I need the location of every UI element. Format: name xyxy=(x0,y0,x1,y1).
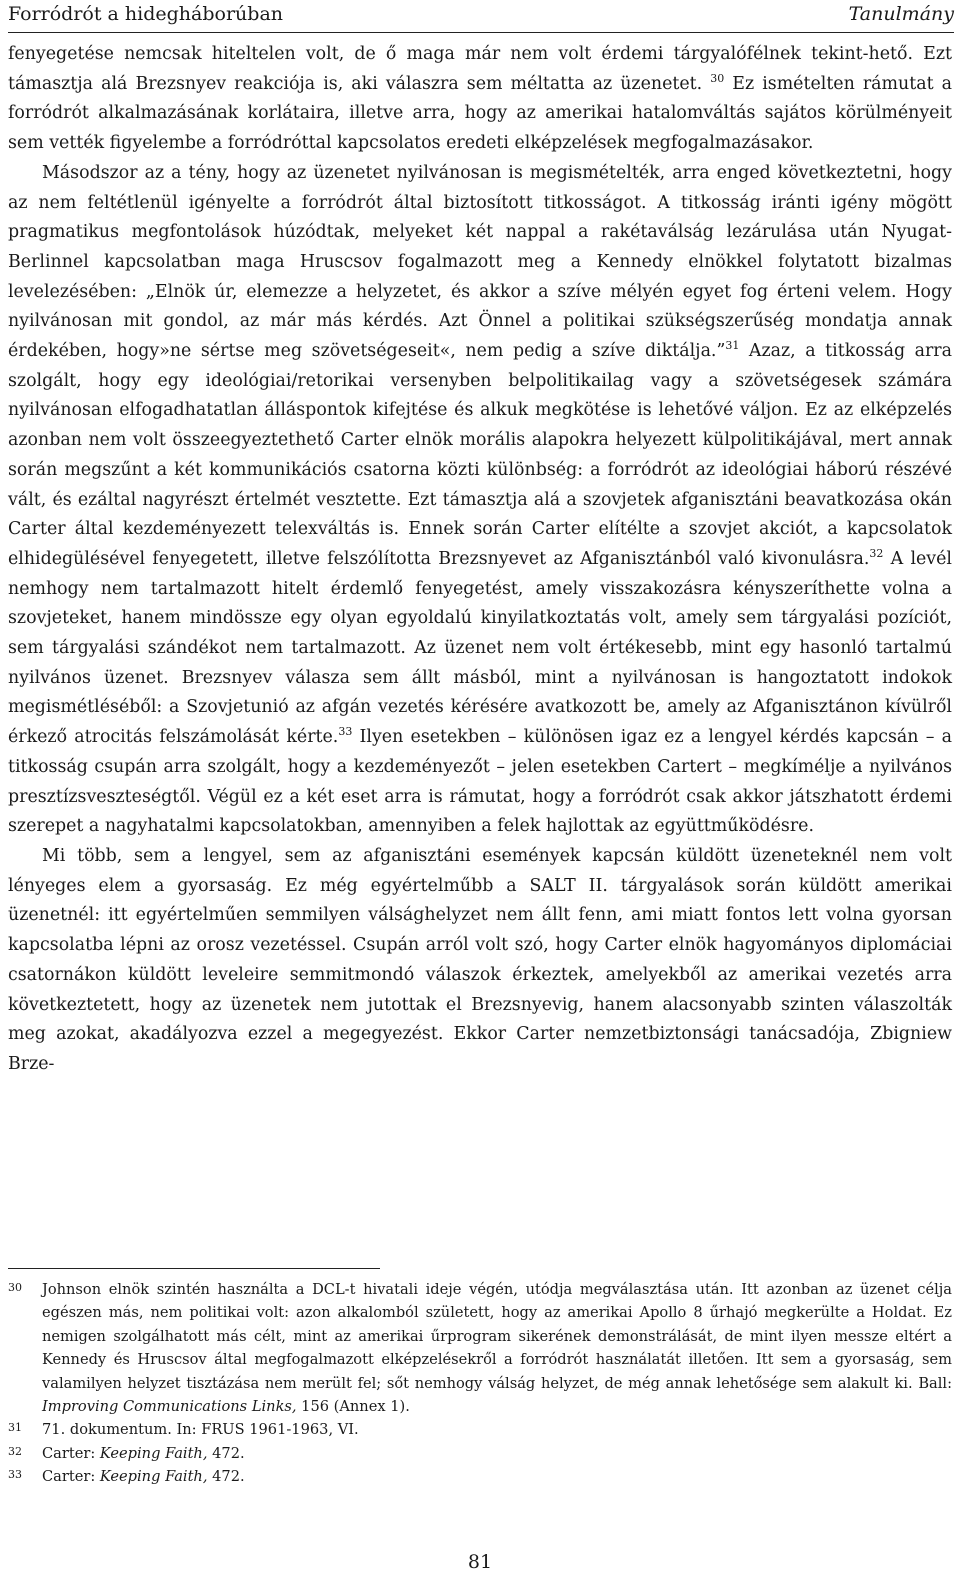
footnote xyxy=(8,1418,952,1441)
text-run: Másodszor az a tény, hogy az üzenetet nyilvánosan is megismételték, arra enged következtetni, hogy az nem feltétlenül igényelte a forródrót által biztosított titkosságot. A titkosság iránti igény mögött pragmatikus megfontolások húzódtak, melyeket két nappal a rakétaválság lezárulása után Nyugat-Berlinnel kapcsolatban maga Hruscsov fogalmazott meg a Kennedy elnökkel folytatott bizalmas levelezésében: „Elnök úr, elemezze a helyzetet, és akkor a szíve mélyén egyet fog érteni velem. Hogy nyilvánosan mit gondol, az már más kérdés. Azt Önnel a politikai szükségszerűség mondatja annak érdekében, hogy»ne sértse meg szövetségeseit«, nem pedig a szíve diktálja.” xyxy=(8,162,952,362)
text-run: fenyegetése nemcsak hiteltelen volt, de ő maga már nem volt érdemi tárgyalófélnek tekint-hető. Ezt támasztja alá Brezsnyev reakciója is, aki válaszra sem méltatta az üzenetet. xyxy=(8,44,952,94)
footnote-ref[interactable]: 30 xyxy=(710,71,725,85)
footnote-number: 31 xyxy=(8,1421,22,1435)
footnote-text: 71. dokumentum. In: FRUS 1961-1963, VI. xyxy=(42,1421,359,1439)
footnote xyxy=(8,1465,952,1488)
footnote-separator xyxy=(8,1268,380,1269)
running-title: Forródrót a hidegháborúban xyxy=(8,3,284,25)
footnote-number: 32 xyxy=(8,1444,22,1458)
text-run: Azaz, a titkosság arra szolgált, hogy egy ideológiai/retorikai versenyben belpolitikailag vagy a szövetségesek számára nyilvánosan elfogadhatatlan álláspontok kifejtése és alkuk megkötése is lehetővé váljon. Ez az elképzelés azonban nem volt összeegyeztethető Carter elnök morális alapokra helyezett külpolitikájával, mert annak során megszűnt a két kommunikációs csatorna közti különbség: a forródrót az ideológiai háború részévé vált, és ezáltal nagyrészt értelmét vesztette. Ezt támasztja alá a szovjetek afganisztáni beavatkozása okán Carter által kezdeményezett telexváltás is. Ennek során Carter elítélte a szovjet akciót, a kapcsolatok elhidegülésével fenyegetett, illetve felszólította Brezsnyevet az Afganisztánból való kivonulásra. xyxy=(8,341,952,569)
text-run: Ilyen esetekben – különösen igaz ez a lengyel kérdés kapcsán – a titkosság csupán arra szolgált, hogy a kezdeményezőt – jelen esetekben Cartert – megkímélje a nyilvános presztízsveszteségtől. Végül ez a két eset arra is rámutat, hogy a forródrót csak akkor játszhatott érdemi szerepet a nagyhatalmi kapcsolatokban, amennyiben a felek hajlottak az együttműködésre. xyxy=(8,727,952,837)
footnote-ref[interactable]: 33 xyxy=(338,725,353,739)
footnote-text: Carter: Keeping Faith, 472. xyxy=(42,1444,245,1462)
running-header xyxy=(8,0,954,33)
text-run: Ez ismételten rámutat a forródrót alkalmazásának korlátaira, illetve arra, hogy az amerikai hatalomváltás sajátos körülményeit sem vették figyelembe a forródróttal kapcsolatos eredeti elképzelések megfogalmazásakor. xyxy=(8,73,952,154)
footnote-number: 33 xyxy=(8,1468,22,1482)
footnote xyxy=(8,1442,952,1465)
footnote-text: Johnson elnök szintén használta a DCL-t hivatali ideje végén, utódja megválasztása után. Itt azonban az üzenet célja egészen más, nem politikai volt: azon alkalomból született, hogy az amerikai Apollo 8 űrhajó megkerülte a Holdat. Ez nemigen szolgálhatott más célt, mint az amerikai űrprogram sikerének demonstrálását, de mint ilyen messze eltért a Kennedy és Hruscsov által megfogalmazott elképzelésekről a forródrót használatát illetően. Itt sem a gyorsaság, sem valamilyen helyzet tisztázása nem merült fel; sőt nemhogy válság helyzet, de még annak lehetősége sem alakult ki. Ball: Improving Communications Links, 156 (Annex 1). xyxy=(42,1281,952,1416)
footnote-ref[interactable]: 32 xyxy=(869,546,884,560)
main-text xyxy=(8,40,952,1080)
footnote-number: 30 xyxy=(8,1281,22,1294)
paragraph: Mi több, sem a lengyel, sem az afganisztáni események kapcsán küldött üzeneteknél nem volt lényeges elem a gyorsaság. Ez még egyértelműbb a SALT II. tárgyalások során küldött amerikai üzenetnél: itt egyértelműen semmilyen válsághelyzet nem állt fenn, ami miatt fontos lett volna gyorsan kapcsolatba lépni az orosz vezetéssel. Csupán arról volt szó, hogy Carter elnök hagyományos diplomáciai csatornákon küldött leveleire semmitmondó válaszok érkeztek, amelyekből az amerikai vezetés arra következtetett, hogy az üzenetek nem jutottak el Brezsnyevig, hanem alacsonyabb szinten válaszolták meg azokat, akadályozva ezzel a megegyezést. Ekkor Carter nemzetbiztonsági tanácsadója, Zbigniew Brze- xyxy=(8,845,952,1074)
footnotes xyxy=(8,1278,952,1489)
footnote-ref[interactable]: 31 xyxy=(725,339,740,353)
text-run: A levél nemhogy nem tartalmazott hitelt érdemlő fenyegetést, amely visszakozásra kényszeríthette volna a szovjeteket, hanem mindössze egy olyan egyoldalú kinyilatkoztatás volt, amely sem tárgyalási pozíciót, sem tárgyalási szándékot nem tartalmazott. Az üzenet nem volt értékesebb, mint egy hasonló tartalmú nyilvános üzenet. Brezsnyev válasza sem állt másból, mint a nyilvánosan is hangoztatott indokok megismétléséből: a Szovjetunió az afgán vezetés kérésére avatkozott be, amely az Afganisztánon kívülről érkező atrocitás felszámolását kérte. xyxy=(8,548,952,748)
paragraph xyxy=(8,40,952,159)
section-label: Tanulmány xyxy=(848,3,954,25)
footnote-text: Carter: Keeping Faith, 472. xyxy=(42,1468,245,1486)
paragraph xyxy=(8,159,952,842)
page-number: 81 xyxy=(467,1551,493,1573)
footnote xyxy=(8,1278,952,1418)
